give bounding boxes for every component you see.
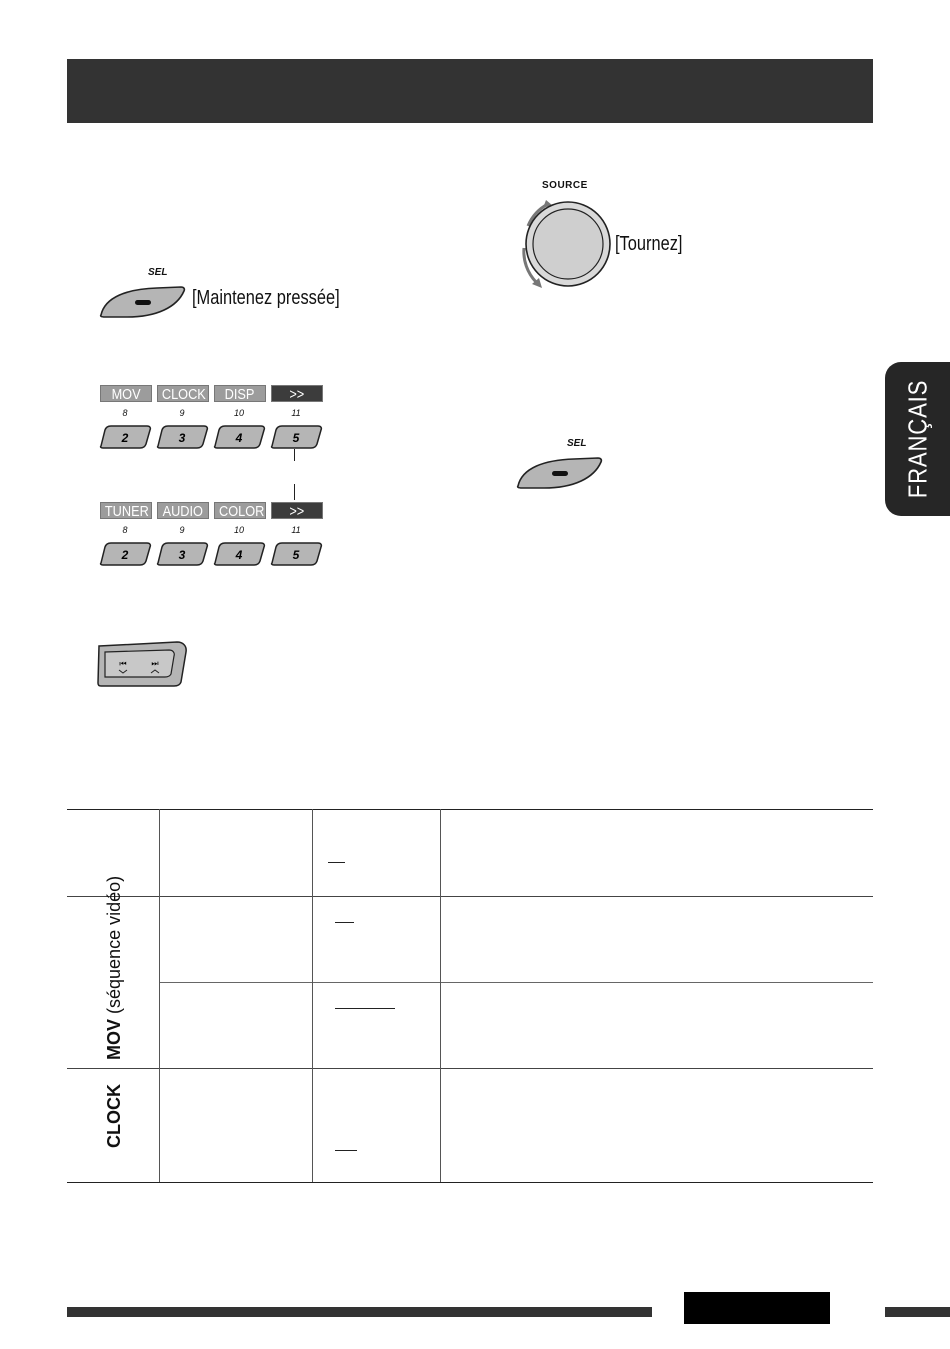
menu-label-color: COLOR — [214, 502, 266, 519]
table-bottom-rule — [67, 1182, 873, 1183]
skip-lever[interactable] — [97, 638, 189, 690]
key-number-9: 9 — [179, 408, 185, 418]
underline-mark-1 — [328, 862, 345, 863]
key-3-button-b[interactable] — [158, 543, 208, 565]
sel-button-1[interactable] — [97, 285, 187, 321]
underline-mark-3 — [335, 1008, 395, 1009]
mov-row-label: MOV (séquence vidéo) — [104, 875, 124, 1060]
key-5-button-b[interactable] — [272, 543, 322, 565]
hold-instruction: [Maintenez pressée] — [192, 287, 340, 309]
menu-label-next: >> — [271, 385, 323, 402]
sel-label-2: SEL — [567, 438, 587, 449]
underline-mark-4 — [335, 1150, 357, 1151]
key-number-11: 11 — [291, 408, 301, 418]
key-number-10-b: 10 — [233, 525, 244, 535]
menu-label-tuner: TUNER — [100, 502, 152, 519]
key-2-label-b: 2 — [121, 548, 129, 562]
key-number-8-b: 8 — [122, 525, 128, 535]
footer-bar-right — [885, 1307, 950, 1317]
key-number-11-b: 11 — [291, 525, 301, 535]
source-label: SOURCE — [542, 180, 588, 191]
table-inner-rule — [159, 982, 873, 983]
page-number-box — [684, 1292, 830, 1324]
table-mid-rule — [67, 1068, 873, 1069]
table-col-divider-2 — [312, 809, 313, 1182]
clock-row-label: CLOCK — [104, 1084, 124, 1148]
svg-text:⏭: ⏭ — [151, 659, 159, 668]
svg-text:⏮: ⏮ — [119, 659, 127, 668]
key-2-button-b[interactable] — [101, 543, 151, 565]
key-5-button[interactable] — [272, 426, 322, 448]
number-keys-row2 — [99, 542, 325, 566]
key-3-button[interactable] — [158, 426, 208, 448]
key-2-label: 2 — [121, 431, 129, 445]
key-3-label: 3 — [178, 431, 186, 445]
key-number-10: 10 — [233, 408, 244, 418]
table-col-divider-1 — [159, 809, 160, 1182]
key-4-button[interactable] — [215, 426, 265, 448]
key-3-label-b: 3 — [178, 548, 186, 562]
underline-mark-2 — [335, 922, 354, 923]
menu-label-next-2: >> — [271, 502, 323, 519]
key-4-label: 4 — [235, 431, 243, 445]
header-bar — [67, 59, 873, 123]
key-4-label-b: 4 — [235, 548, 243, 562]
sel-button-2[interactable] — [514, 456, 604, 492]
table-col-divider-3 — [440, 809, 441, 1182]
menu-label-audio: AUDIO — [157, 502, 209, 519]
table-top-rule — [67, 809, 873, 810]
connector-line-bottom — [294, 484, 295, 500]
number-keys-row1 — [99, 425, 325, 449]
language-tab — [885, 362, 950, 516]
key-4-button-b[interactable] — [215, 543, 265, 565]
key-number-9-b: 9 — [179, 525, 185, 535]
menu-label-mov: MOV — [100, 385, 152, 402]
key-5-label: 5 — [292, 431, 300, 445]
key-number-8: 8 — [122, 408, 128, 418]
footer-bar-left — [67, 1307, 652, 1317]
turn-instruction: [Tournez] — [615, 233, 683, 255]
key-2-button[interactable] — [101, 426, 151, 448]
language-tab-label: FRANÇAIS — [902, 379, 932, 499]
connector-line-top — [294, 449, 295, 461]
key-5-label-b: 5 — [292, 548, 300, 562]
menu-label-clock: CLOCK — [157, 385, 209, 402]
table-header-rule — [67, 896, 873, 897]
menu-label-disp: DISP — [214, 385, 266, 402]
sel-label: SEL — [148, 267, 168, 278]
source-knob[interactable] — [512, 196, 612, 292]
